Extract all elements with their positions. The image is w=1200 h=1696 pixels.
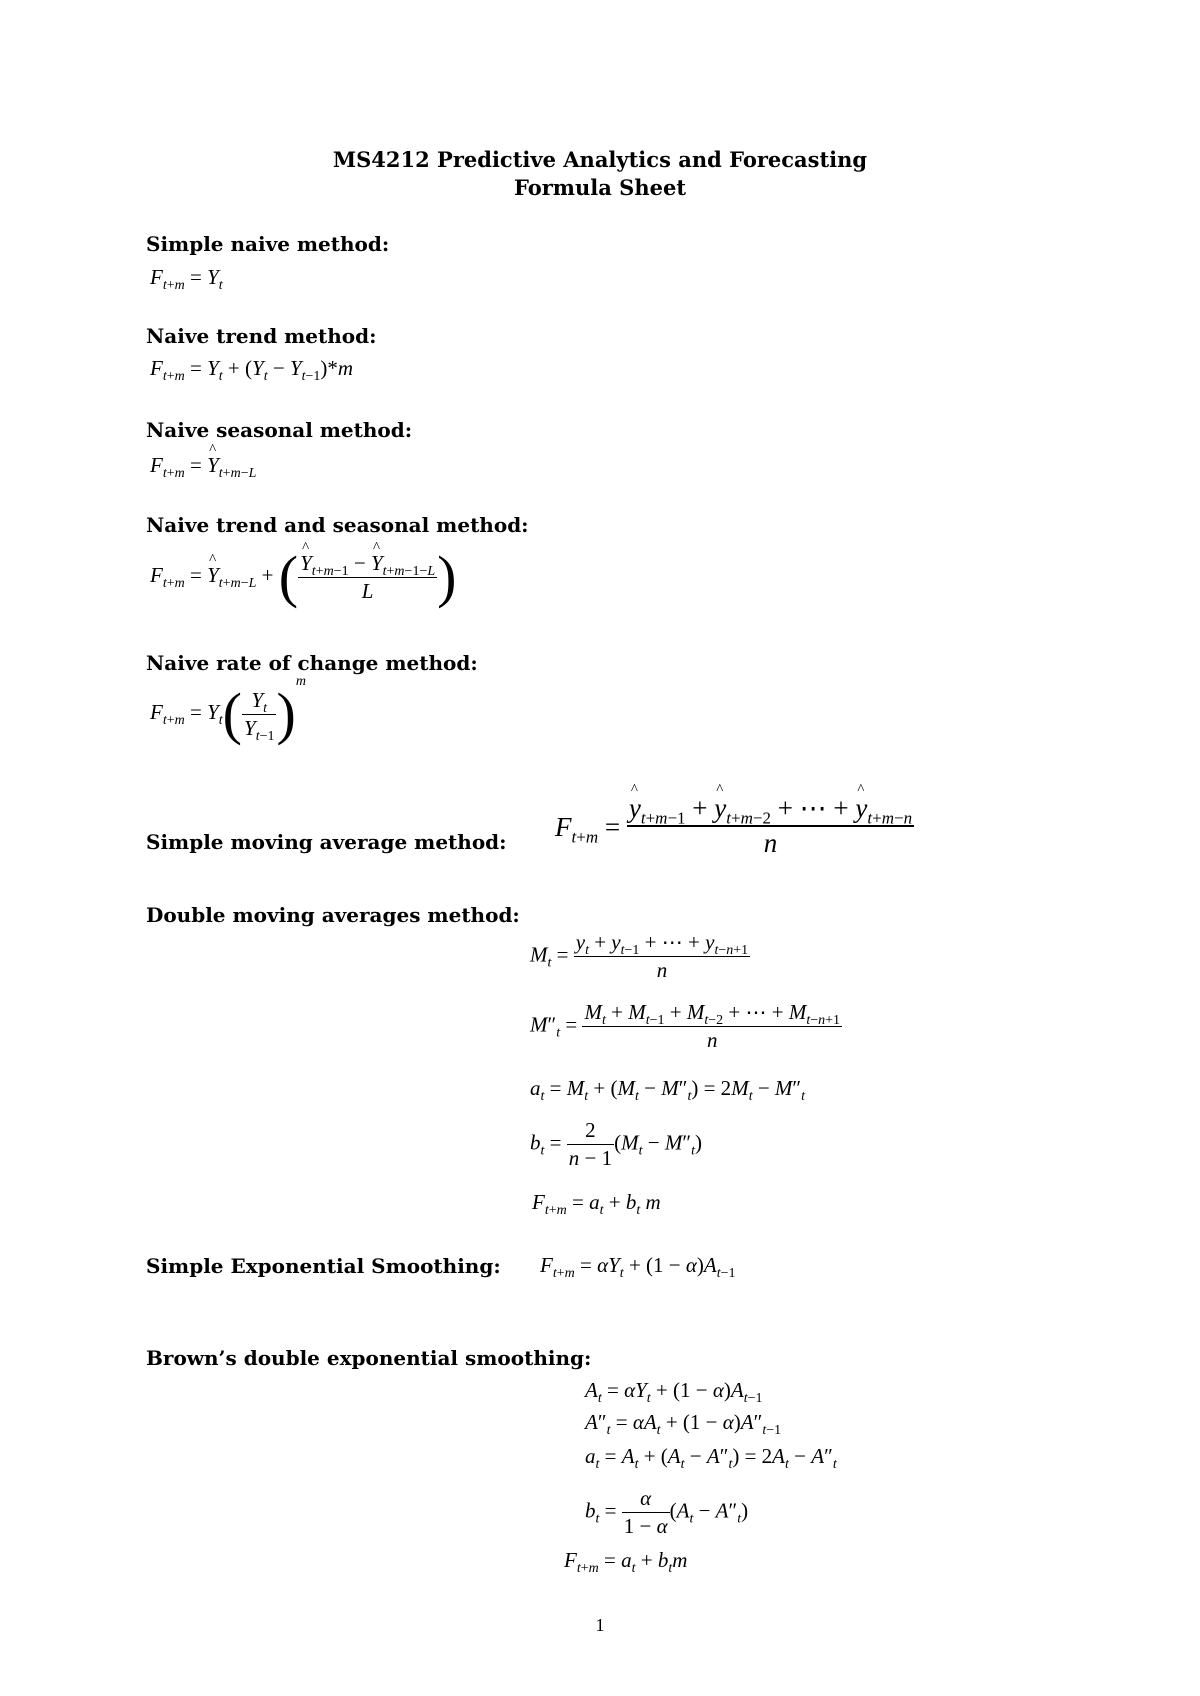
formula-double-ma-mt: $M_t$ = $\frac{y_t + y_{t-1} + \cdots + y_{t-n+1}}{n}$ <box>530 930 749 982</box>
heading-simple-ma: Simple moving average method: <box>146 830 507 854</box>
heading-ses: Simple Exponential Smoothing: <box>146 1254 501 1278</box>
heading-naive-trend: Naive trend method: <box>146 324 377 348</box>
document-subtitle: Formula Sheet <box>513 175 687 200</box>
document-title: MS4212 Predictive Analytics and Forecasting <box>332 147 868 172</box>
formula-naive-trend-seasonal: $F_{t+m} = Y$ $\^{}_{t+m-L}$ + ( $\frac{Y \^{}_{t+m-1} - Y \^{}_{t+m-1-L}}{L}$ ) <box>150 548 456 606</box>
formula-double-ma-at: $a_t = M_t + (M_t - M''_t) = 2M_t - M''_t$ <box>530 1076 806 1105</box>
formula-simple-naive: $F_{t+m} = Y_t$ <box>150 265 223 294</box>
formula-ses: $F_{t+m} = \alpha Y_t + (1 - \alpha)A_{t-1}$ <box>540 1253 736 1282</box>
formula-naive-rate: $F_{t+m} = Y_t$( $\frac{Y_t}{Y_{t-1}}$ )$^m$ <box>150 673 306 746</box>
page-number: 1 <box>595 1615 605 1635</box>
formula-double-ma-mt2: $M''_t$ = $\frac{M_t + M_{t-1} + M_{t-2} + \cdots + M_{t-n+1}}{n}$ <box>530 1000 841 1052</box>
heading-simple-naive: Simple naive method: <box>146 232 390 256</box>
formula-naive-trend: $F_{t+m} = Y_t + (Y_t - Y_{t-1})*m$ <box>150 356 354 385</box>
formula-brown-at: $A_t = \alpha Y_t + (1 - \alpha)A_{t-1}$ <box>585 1378 763 1407</box>
formula-naive-seasonal: $F_{t+m} = Y$ $\^{}_{t+m-L}$ <box>150 455 256 476</box>
heading-naive-trend-seasonal: Naive trend and seasonal method: <box>146 513 529 537</box>
formula-brown-ft: $F_{t+m} = a_t + b_tm$ <box>564 1548 688 1577</box>
heading-naive-rate: Naive rate of change method: <box>146 651 478 675</box>
heading-double-ma: Double moving averages method: <box>146 903 520 927</box>
formula-double-ma-ft: $F_{t+m} = a_t + b_t$ m <box>532 1190 661 1219</box>
formula-brown-bt: $b_t$ = $\frac{\alpha}{1 - \alpha}$ $(A_t - A''_t)$ <box>585 1486 749 1538</box>
heading-brown: Brown’s double exponential smoothing: <box>146 1346 592 1370</box>
formula-simple-ma: $F_{t+m}$ = $\frac{y \^{}_{t+m-1} + y \^{}_{t+m-2} + \cdots + y \^{}_{t+m-n}}{n}$ <box>555 795 914 857</box>
heading-naive-seasonal: Naive seasonal method: <box>146 418 413 442</box>
formula-brown-at2: $A''_t = \alpha A_t + (1 - \alpha)A''_{t-1}$ <box>585 1410 782 1439</box>
formula-brown-a: $a_t = A_t + (A_t - A''_t) = 2A_t - A''_t$ <box>585 1444 837 1473</box>
formula-double-ma-bt: $b_t$ = $\frac{2}{n - 1}$ $(M_t - M''_t)$ <box>530 1118 702 1170</box>
